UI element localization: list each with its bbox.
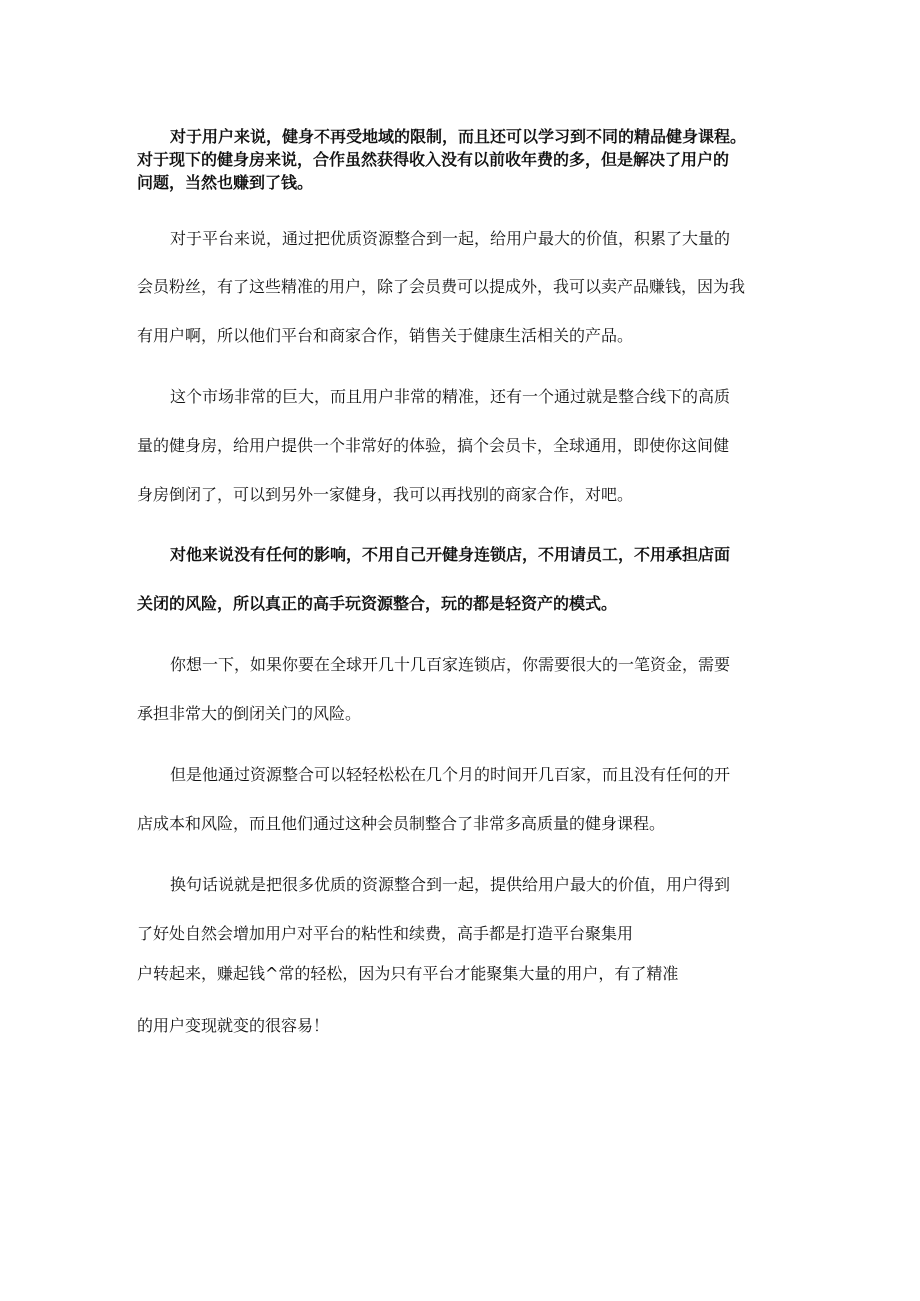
paragraph-5-line-2: 承担非常大的倒闭关门的风险。: [137, 704, 362, 723]
paragraph-1-line-1: 对于用户来说，健身不再受地域的限制，而且还可以学习到不同的精品健身课程。: [170, 127, 747, 146]
paragraph-3-line-3: 身房倒闭了，可以到另外一家健身，我可以再找别的商家合作，对吧。: [137, 485, 634, 504]
paragraph-1-line-3: 问题，当然也赚到了钱。: [137, 173, 314, 192]
paragraph-6-line-2: 店成本和风险，而且他们通过这种会员制整合了非常多高质量的健身课程。: [137, 814, 666, 833]
paragraph-2-line-3: 有用户啊，所以他们平台和商家合作，销售关于健康生活相关的产品。: [137, 326, 634, 345]
paragraph-1-line-2: 对于现下的健身房来说，合作虽然获得收入没有以前收年费的多，但是解决了用户的: [137, 150, 730, 169]
paragraph-3-line-1: 这个市场非常的巨大，而且用户非常的精准，还有一个通过就是整合线下的高质: [170, 387, 731, 406]
paragraph-3-line-2: 量的健身房，给用户提供一个非常好的体验，搞个会员卡，全球通用，即使你这间健: [137, 436, 730, 455]
paragraph-4-line-1: 对他来说没有任何的影响，不用自己开健身连锁店，不用请员工，不用承担店面: [170, 545, 731, 564]
paragraph-6-line-1: 但是他通过资源整合可以轻轻松松在几个月的时间开几百家，而且没有任何的开: [170, 765, 731, 784]
paragraph-7-line-4: 的用户变现就变的很容易！: [137, 1016, 330, 1035]
paragraph-2-line-1: 对于平台来说，通过把优质资源整合到一起，给用户最大的价值，积累了大量的: [170, 229, 731, 248]
paragraph-4-line-2: 关闭的风险，所以真正的高手玩资源整合，玩的都是轻资产的模式。: [137, 594, 618, 613]
paragraph-2-line-2: 会员粉丝，有了这些精准的用户，除了会员费可以提成外，我可以卖产品赚钱，因为我: [137, 277, 746, 296]
paragraph-7-line-2: 了好处自然会增加用户对平台的粘性和续费，高手都是打造平台聚集用: [137, 924, 634, 943]
paragraph-7-line-3: 户转起来，赚起钱^常的轻松，因为只有平台才能聚集大量的用户，有了精准: [137, 964, 679, 983]
paragraph-7-line-1: 换句话说就是把很多优质的资源整合到一起，提供给用户最大的价值，用户得到: [170, 875, 731, 894]
paragraph-5-line-1: 你想一下，如果你要在全球开几十几百家连锁店，你需要很大的一笔资金，需要: [170, 655, 731, 674]
